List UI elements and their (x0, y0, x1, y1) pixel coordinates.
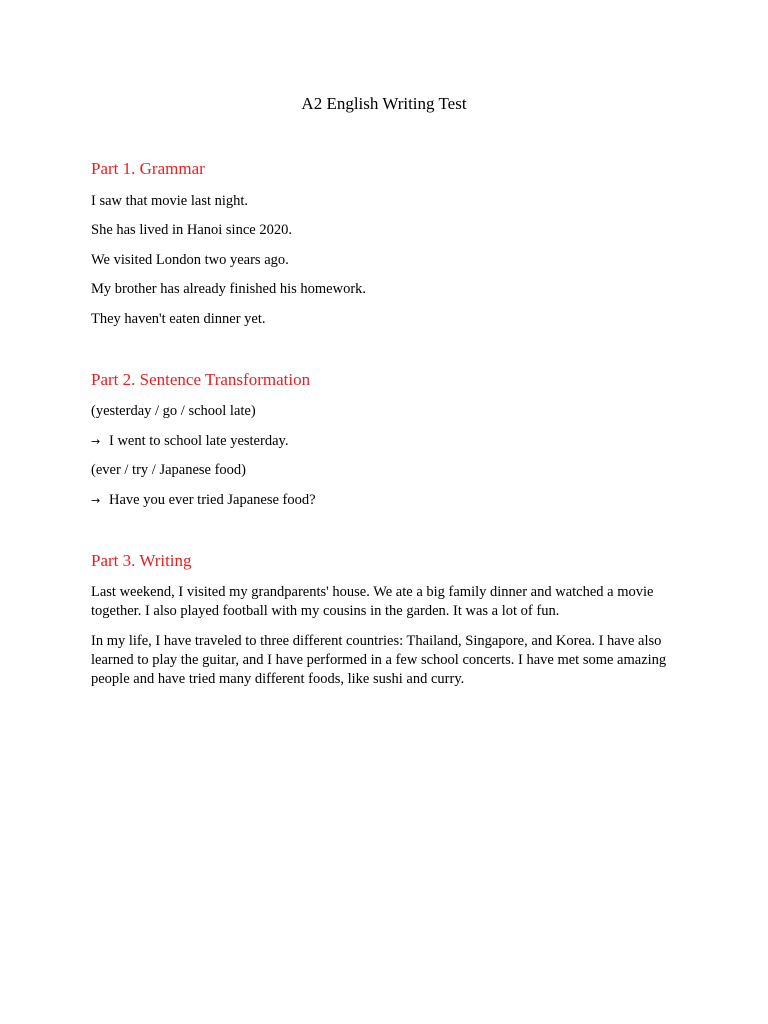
document-title: A2 English Writing Test (301, 94, 467, 113)
part2-answer-1 (91, 432, 683, 451)
part2-heading: Part 2. Sentence Transformation (91, 370, 311, 389)
part3-paragraph-2: In my life, I have traveled to three different countries: Thailand, Singapore, and Korea. I have also learned to play the guitar, and I have performed in a few school concerts. I have met some amazing people and have tried many different foods, like sushi and curry. (91, 633, 667, 687)
part2-answer-2-text: Have you ever tried Japanese food? (109, 492, 316, 508)
part2-answer-1-text: I went to school late yesterday. (109, 433, 289, 449)
arrow-icon: → (91, 494, 101, 507)
part2-answer-2 (91, 491, 683, 510)
part1-sentence-1: I saw that movie last night. (91, 193, 249, 209)
part1-sentence-4: My brother has already finished his homework. (91, 281, 367, 297)
arrow-icon: → (91, 435, 101, 448)
part2-prompt-1: (yesterday / go / school late) (91, 403, 256, 419)
part1-sentence-3: We visited London two years ago. (91, 252, 289, 268)
part3-heading: Part 3. Writing (91, 551, 192, 570)
part1-heading: Part 1. Grammar (91, 159, 205, 178)
part1-sentence-2: She has lived in Hanoi since 2020. (91, 222, 292, 238)
part3-paragraph-1: Last weekend, I visited my grandparents' house. We ate a big family dinner and watched a movie together. I also played football with my cousins in the garden. It was a lot of fun. (91, 584, 654, 619)
part2-prompt-2: (ever / try / Japanese food) (91, 462, 247, 478)
part1-sentence-5: They haven't eaten dinner yet. (91, 311, 266, 327)
